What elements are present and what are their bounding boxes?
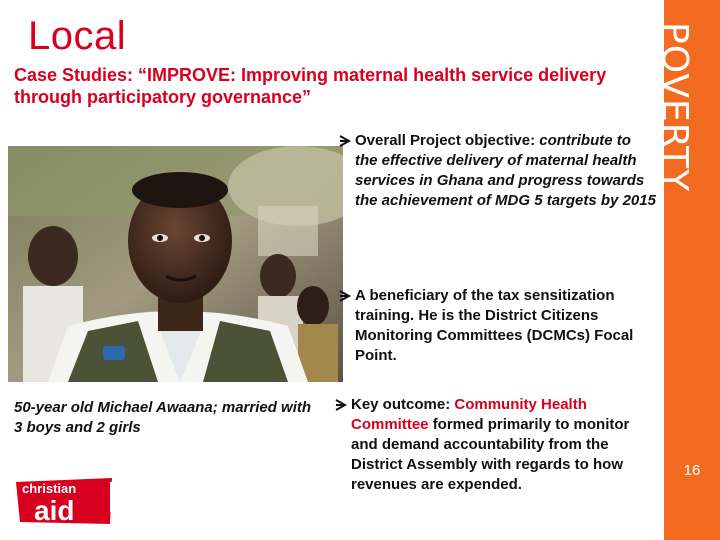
page-number: 16 (683, 462, 701, 479)
bullet-objective (338, 131, 656, 211)
arrow-bullet-icon (338, 131, 352, 151)
bullet-beneficiary-text: A beneficiary of the tax sensitization training. He is the District Citizens Monitoring Committees (DCMCs) Focal Point. (355, 287, 634, 364)
bullet-outcome-rest: formed primarily to monitor and demand accountability from the District Assembly with regards to how revenues are expended. (351, 416, 630, 493)
bullet-beneficiary (338, 286, 656, 366)
logo-text-christian: christian (22, 481, 77, 496)
arrow-bullet-icon (334, 395, 348, 415)
bullet-outcome-lead: Key outcome: (351, 396, 451, 413)
bullet-objective-body: contribute to the effective delivery of maternal health services in Ghana and progress towards the achievement of MDG 5 targets by 2015 (355, 132, 656, 209)
bullet-outcome-highlight: Community Health Committee (351, 396, 587, 433)
portrait-photo (8, 146, 343, 382)
slide-title: Local (28, 14, 127, 58)
slide-subtitle: Case Studies: “IMPROVE: Improving maternal health service delivery through participatory governance” (14, 65, 607, 107)
christian-aid-logo (14, 476, 144, 526)
bullet-objective-lead: Overall Project objective: (355, 132, 536, 149)
arrow-bullet-icon (338, 286, 352, 306)
bullet-outcome (334, 395, 656, 495)
poverty-vertical-label: POVERTY (654, 22, 695, 193)
logo-text-aid: aid (34, 495, 75, 526)
photo-caption: 50-year old Michael Awaana; married with 3 boys and 2 girls (14, 399, 312, 436)
